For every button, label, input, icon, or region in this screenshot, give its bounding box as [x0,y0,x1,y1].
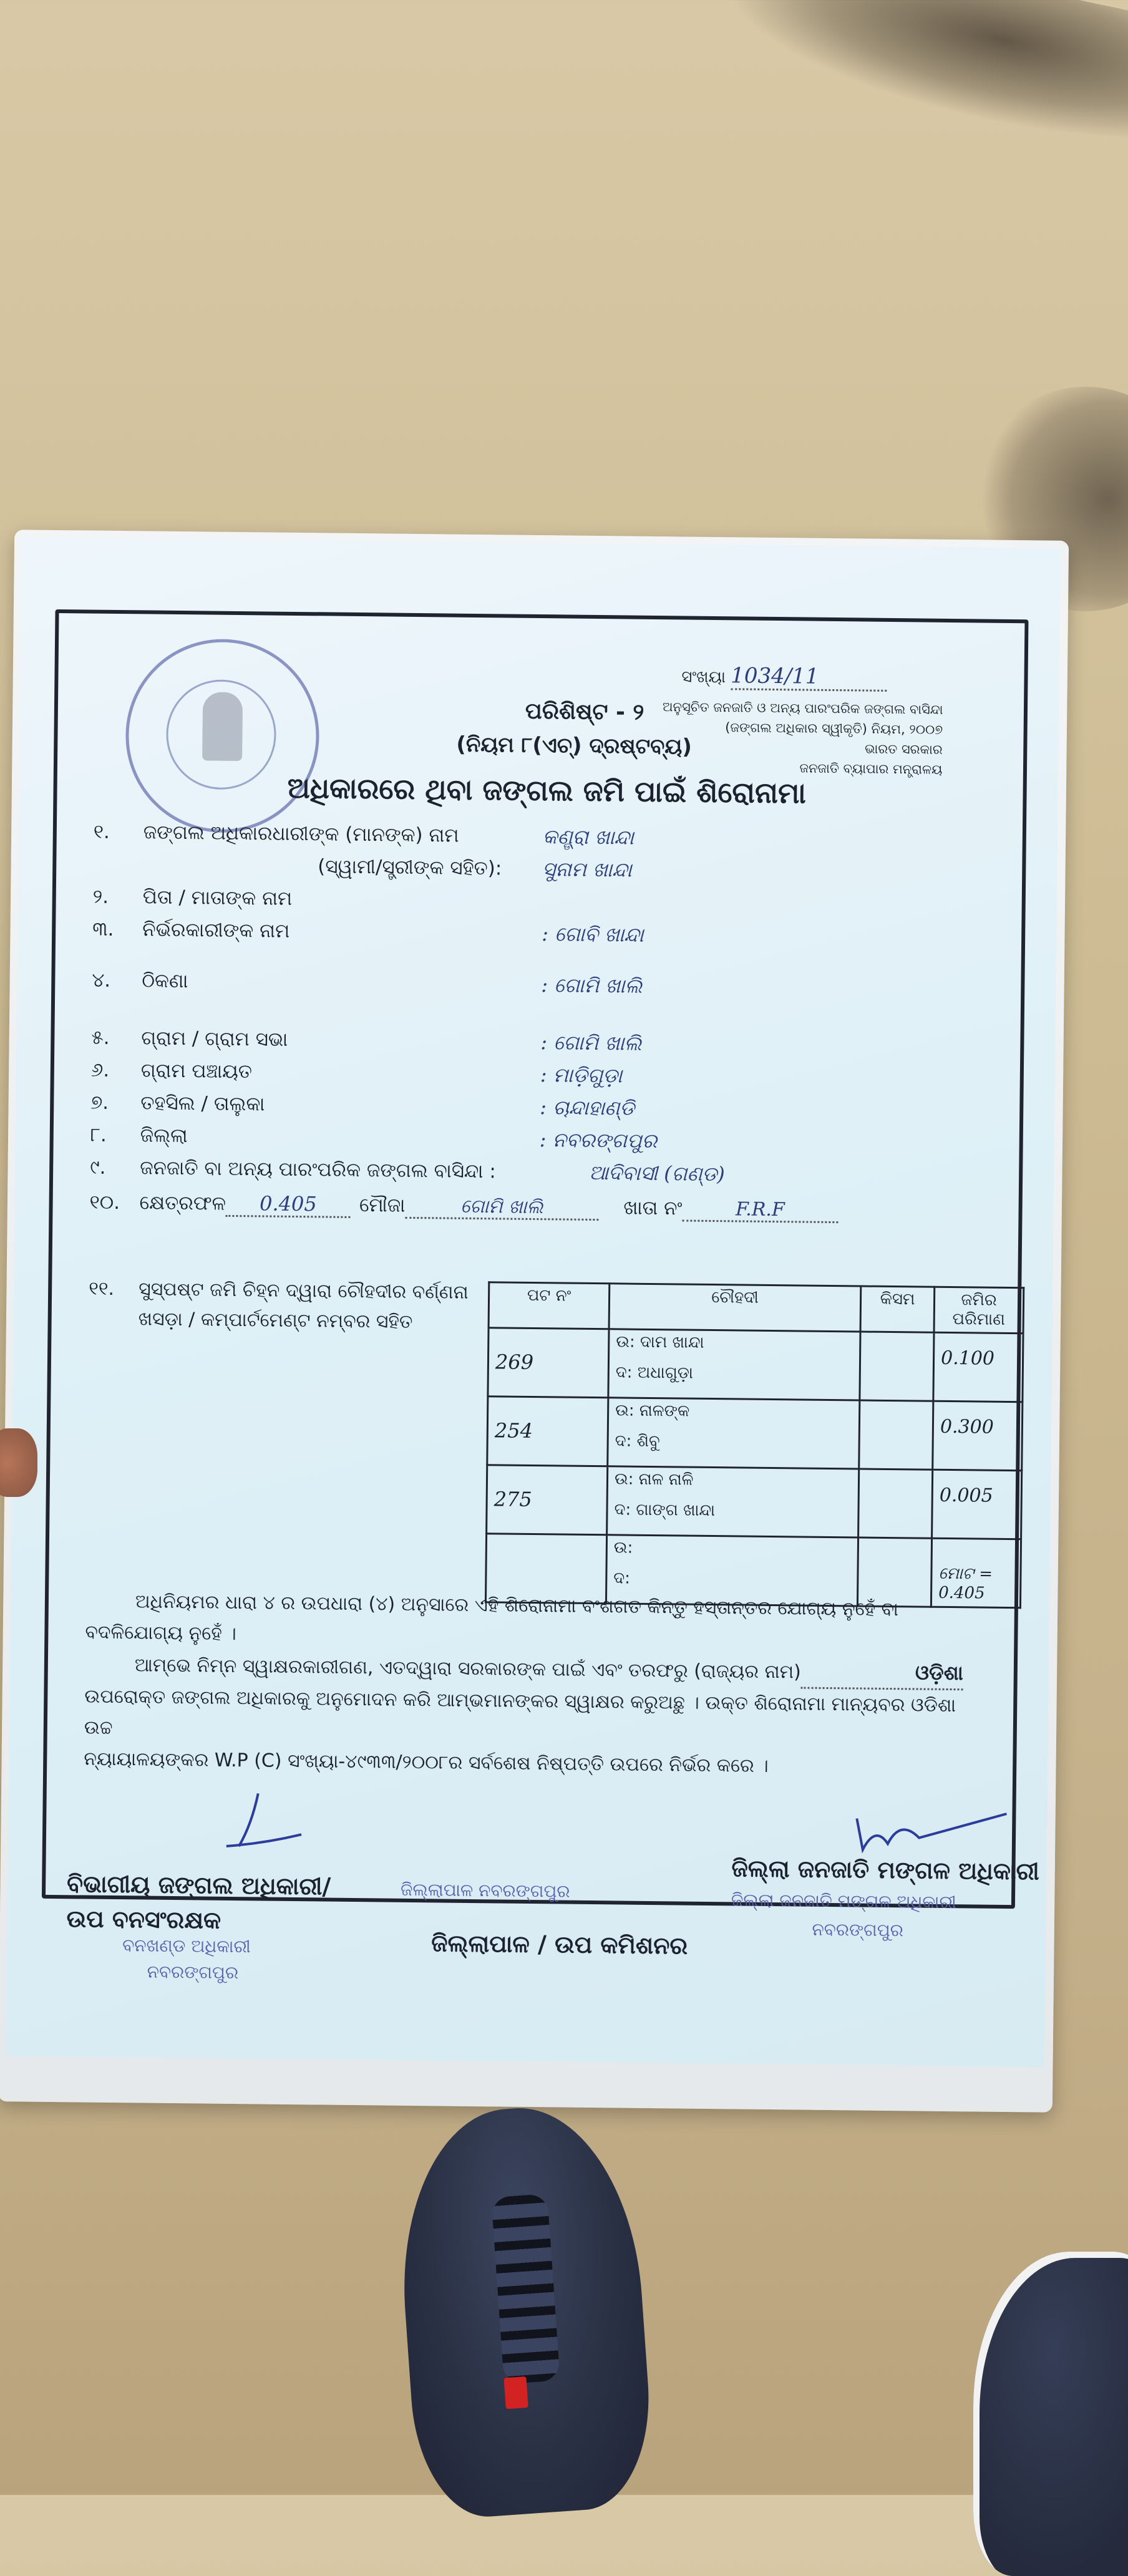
appendix-label: ପରିଶିଷ୍ଟ - ୨ [525,698,644,725]
field-row: ୩. ନିର୍ଭରକାରୀଙ୍କ ନାମ : ଗୋବି ଖାନ୍ଦା [92,913,727,952]
table-header: କିସମ [860,1286,935,1332]
field-number [93,848,143,881]
paragraph-approval-cont: ଉପରୋକ୍ତ ଜଙ୍ଗଲ ଅଧିକାରକୁ ଅନୁମୋଦନ କରି ଆମ୍ଭମାନଙ୍କର ସ୍ୱାକ୍ଷର କରୁଅଛୁ । ଉକ୍ତ ଶିରୋନାମା ମାନ୍ୟବର ଓଡିଶା ଉଚ୍ଚ [84,1685,956,1739]
mouza-value: ଗୋମି ଖାଲି [405,1195,598,1221]
boundary-south: ଦ: ଅଧାଗୁଡ଼ା [615,1363,694,1383]
header-right-line: ଅନୁସୂଚିତ ଜନଜାତି ଓ ଅନ୍ୟ ପାରଂପରିକ ଜଙ୍ଗଲ ବାସିନ୍ଦା [662,699,943,717]
field-number: ୧୧. [89,1277,115,1300]
field-number: ୬. [90,1058,110,1082]
boundary-north: ଉ: [613,1538,633,1557]
land-kind [859,1400,933,1470]
mouza-label: ମୌଜା [359,1194,406,1217]
serial-label: ସଂଖ୍ୟା [681,667,726,687]
stamp-text: ନବରଙ୍ଗପୁର [812,1919,904,1941]
legal-paragraphs [84,1586,984,1784]
table-header: ପଟ ନଂ [489,1282,610,1329]
land-kind [860,1332,934,1401]
title-document [6,537,1060,2066]
field-label: ଜଙ୍ଗଲ ଅଧିକାରଧାରୀଙ୍କ (ମାନଙ୍କ) ନାମ [143,821,459,847]
signatory-collector: ଜିଲ୍ଲାପାଳ / ଉପ କମିଶନର [430,1929,688,1960]
table-row [487,1397,1023,1471]
stamp-dfo [122,1932,251,1986]
serial-number [681,662,887,691]
boundary-sublabel: ଖସଡ଼ା / କମ୍ପାର୍ଟମେଣ୍ଟ ନମ୍ବର ସହିତ [138,1308,413,1333]
field-number: ୧୦. [89,1191,120,1214]
field-row: ୬. ଗ୍ରାମ ପଞ୍ଚାୟତ : ମାଡ଼ିଗୁଡ଼ା [91,1054,726,1093]
khata-value: F.R.F [682,1198,838,1223]
boundary-north: ଉ: ଦାମ ଖାନ୍ଦା [616,1332,704,1352]
field-number: ୩. [92,918,114,941]
area-value: 0.405 [226,1191,351,1218]
field-value-spouse: ସୁନାମ ଖାନ୍ଦା [542,857,632,882]
shoe-right [973,2252,1128,2576]
header-right-line: (ଜଙ୍ଗଲ ଅଧିକାର ସ୍ୱୀକୃତି) ନିୟମ, ୨୦୦୭ [725,720,943,737]
signatory-dfo [66,1866,331,1939]
field-label: (ସ୍ୱାମୀ/ସ୍ତ୍ରୀଙ୍କ ସହିତ): [318,855,502,880]
paragraph-court-ref: ନ୍ୟାୟାଳୟଙ୍କର W.P (C) ସଂଖ୍ୟା-୪୯୩୩/୨୦୦୮ର ସର୍ବଶେଷ ନିଷ୍ପତ୍ତି ଉପରେ ନିର୍ଭର କରେ । [84,1748,769,1777]
serial-value: 1034/11 [731,663,887,692]
field-label: ଠିକଣା [142,969,188,993]
land-kind [858,1469,933,1538]
shoe-laces [491,2194,560,2385]
table-header: ଚୌହଦୀ [609,1284,861,1332]
field-number: ୫. [91,1026,110,1049]
finger [0,1428,37,1497]
field-value-tahasil: ଚାନ୍ଦାହାଣ୍ଡି [553,1095,635,1120]
field-label: ନିର୍ଭରକାରୀଙ୍କ ନାମ [142,918,290,942]
land-area: 0.300 [933,1401,1023,1470]
table-row [487,1465,1022,1539]
boundary-south: ଦ: ଗାଙ୍ଗ ଖାନ୍ଦା [614,1500,716,1521]
field-number: ୭. [90,1091,109,1114]
header-right-block [662,697,943,780]
field-number: ୯. [90,1156,106,1179]
paragraph-approval: ଆମ୍ଭେ ନିମ୍ନ ସ୍ୱାକ୍ଷରକାରୀଗଣ, ଏତଦ୍ୱାରା ସରକାରଙ୍କ ପାଇଁ ଏବଂ ତରଫରୁ (ରାଜ୍ୟର ନାମ) [134,1654,802,1683]
stamp-text: ଜିଲ୍ଲା ଜନଜାତି ମଙ୍ଗଳ ଅଧିକାରୀ [731,1889,957,1913]
plot-number: 254 [487,1397,608,1466]
document-title: ଅଧିକାରରେ ଥିବା ଜଙ୍ଗଲ ଜମି ପାଇଁ ଶିରୋନାମା [287,770,807,810]
land-area: 0.100 [933,1332,1023,1402]
field-number: ୧. [93,820,110,843]
field-number: ୮. [90,1123,107,1146]
field-row: ୭. ତହସିଲ / ତାଲୁକା : ଚାନ୍ଦାହାଣ୍ଡି [90,1087,726,1126]
shadow-top [708,0,1128,160]
field-value-tribe: ଆଦିବାସୀ (ଗଣ୍ଡ) [588,1160,725,1186]
boundary-north: ଉ: ନାଳଙ୍କ [615,1401,690,1421]
field-row [90,1151,725,1191]
total-area: ମୋଟ = 0.405 [931,1538,1021,1607]
field-number: ୨. [92,885,109,908]
stamp-collector: ଜିଲ୍ଲାପାଳ ନବରଙ୍ଗପୁର [400,1879,570,1902]
area-label: କ୍ଷେତ୍ରଫଳ [139,1191,226,1215]
field-row: ୪. ଠିକଣା : ଗୋମି ଖାଲି [92,964,727,1004]
plot-number: 269 [488,1328,609,1398]
table-row [488,1328,1023,1402]
field-value-district: ନବରଙ୍ଗପୁର [552,1128,658,1153]
stamp-dtwo [731,1886,956,1945]
paragraph-heritable-end: ବଦଳିଯୋଗ୍ୟ ନୁହେଁ । [85,1621,237,1645]
field-value-address: ଗୋମି ଖାଲି [554,973,643,998]
signatory-title: ବିଭାଗୀୟ ଜଙ୍ଗଲ ଅଧିକାରୀ/ [66,1870,331,1901]
shoe-tag [503,2376,528,2409]
field-value-panchayat: ମାଡ଼ିଗୁଡ଼ା [553,1063,623,1088]
plot-number: 275 [487,1465,608,1535]
paragraph-heritable: ଅଧିନିୟମର ଧାରା ୪ ର ଉପଧାରା (୪) ଅନୁସାରେ ଏହି ଶିରୋନାମା ବଂଶଗତ କିନ୍ତୁ ହସ୍ତାନ୍ତର ଯୋଗ୍ୟ ନୁହେଁ ବା [135,1591,899,1621]
state-name: ଓଡ଼ିଶା [801,1656,964,1691]
rule-reference: (ନିୟମ ୮(ଏଚ୍) ଦ୍ରଷ୍ଟବ୍ୟ) [456,732,693,760]
khata-label: ଖାତା ନଂ [623,1196,683,1220]
field-label: ଜନଜାତି ବା ଅନ୍ୟ ପାରଂପରିକ ଜଙ୍ଗଲ ବାସିନ୍ଦା : [140,1156,496,1183]
signatory-dtwo: ଜିଲ୍ଲା ଜନଜାତି ମଙ୍ଗଳ ଅଧିକାରୀ [731,1854,1039,1886]
boundary-label: ସୁସ୍ପଷ୍ଟ ଜମି ଚିହ୍ନ ଦ୍ୱାରା ଚୌହଦୀର ବର୍ଣ୍ଣନା [138,1278,469,1304]
header-right-line: ଜନଜାତି ବ୍ୟାପାର ମନ୍ତ୍ରାଳୟ [799,760,943,777]
emblem-icon [202,692,243,761]
row-boundary-description [88,1274,469,1338]
table-header-row [489,1282,1024,1334]
signatory-title: ଉପ ବନସଂରକ୍ଷକ [66,1905,221,1934]
field-number: ୪. [92,969,111,992]
boundary-south: ଦ: ଶିବୁ [615,1431,660,1451]
signature-right [850,1799,1013,1860]
field-value-dependent: ଗୋବି ଖାନ୍ଦା [554,922,644,947]
boundary-north: ଉ: ନାଳ ନାଳି [614,1470,694,1489]
header-right-line: ଭାରତ ସରକାର [864,741,943,757]
land-area: 0.005 [932,1470,1022,1539]
field-label: ତହସିଲ / ତାଲୁକା [140,1092,265,1116]
table-header: ଜମିର ପରିମାଣ [934,1287,1024,1333]
signature-left [214,1787,308,1859]
field-row: ୮. ଜିଲ୍ଲା : ନବରଙ୍ଗପୁର [90,1119,725,1158]
field-value-holder-name: କଣ୍ଡ୍ରା ଖାନ୍ଦା [542,825,634,850]
field-label: ଗ୍ରାମ ପଞ୍ଚାୟତ [140,1059,253,1083]
field-value-village: ଗୋମି ଖାଲି [553,1030,642,1055]
plot-table [485,1281,1024,1609]
field-label: ଗ୍ରାମ / ଗ୍ରାମ ସଭା [141,1027,288,1051]
shoe-left [392,2101,656,2522]
fields-list [90,816,729,1191]
field-row: ୫. ଗ୍ରାମ / ଗ୍ରାମ ସଭା : ଗୋମି ଖାଲି [91,1022,726,1061]
boundary-south: ଦ: [613,1569,631,1588]
field-label: ପିତା / ମାତାଙ୍କ ନାମ [142,886,293,910]
stamp-text: ବନଖଣ୍ଡ ଅଧିକାରୀ [122,1935,251,1957]
field-label: ଜିଲ୍ଲା [140,1124,188,1148]
stamp-text: ନବରଙ୍ଗପୁର [147,1961,239,1983]
